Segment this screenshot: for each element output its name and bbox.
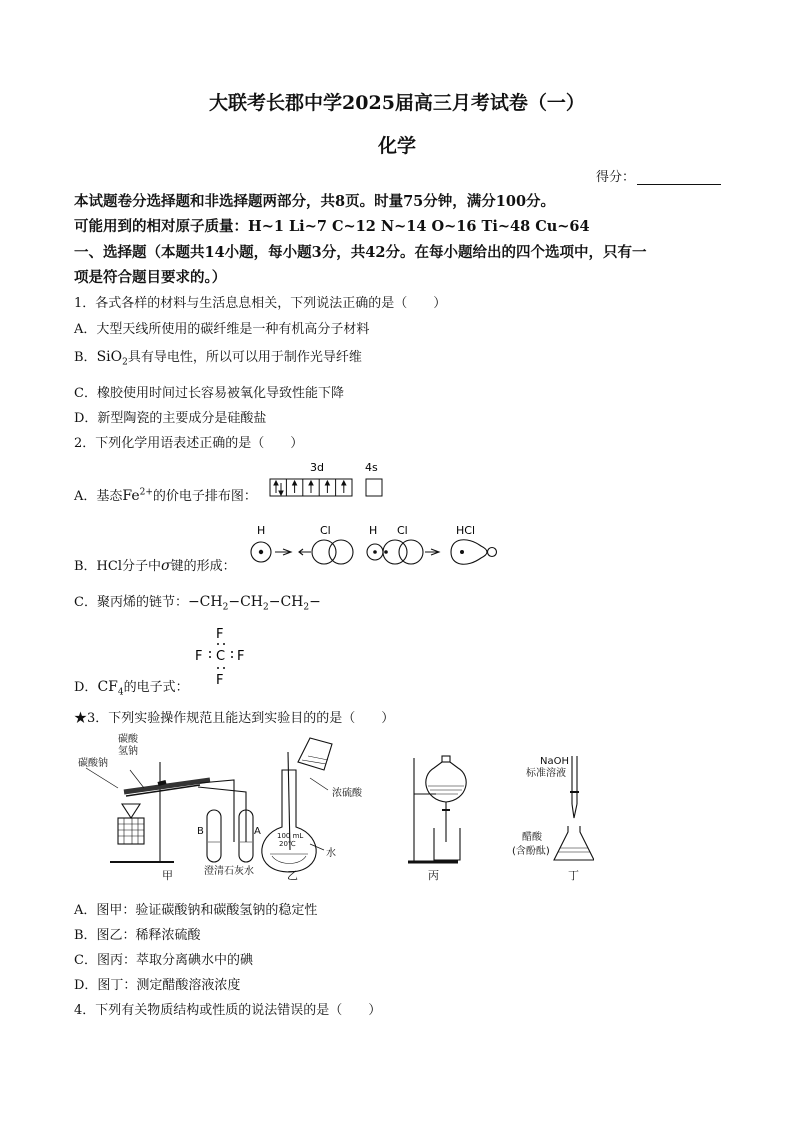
q2-option-a: A．基态$Fe^{2+}$的价电子排布图： bbox=[74, 487, 257, 504]
q3-option-b: B．图乙：稀释浓硫酸 bbox=[74, 928, 201, 943]
q3-option-d: D．图丁：测定醋酸溶液浓度 bbox=[74, 978, 241, 993]
svg-text:澄清石灰水: 澄清石灰水 bbox=[204, 866, 254, 877]
svg-text:C: C bbox=[216, 649, 226, 664]
q2-option-d: D．$CF_4$的电子式： bbox=[74, 679, 189, 698]
paper-subject: 化学 bbox=[377, 135, 416, 157]
svg-text:浓硫酸: 浓硫酸 bbox=[332, 788, 362, 799]
q3-option-c: C．图丙：萃取分离碘水中的碘 bbox=[74, 953, 253, 968]
svg-text:NaOH: NaOH bbox=[540, 756, 569, 767]
svg-text:B: B bbox=[197, 826, 204, 837]
svg-text:H: H bbox=[257, 524, 266, 537]
q2-option-b: B．HCl分子中σ键的形成： bbox=[74, 558, 236, 574]
section1-line1: 一、选择题（本题共14小题，每小题3分，共42分。在每小题给出的四个选项中，只有一 bbox=[74, 244, 647, 261]
q1-option-b: B．SiO$_2$具有导电性，所以可以用于制作光导纤维 bbox=[74, 349, 362, 368]
svg-text:甲: 甲 bbox=[162, 869, 173, 882]
score-field bbox=[596, 166, 721, 185]
fe-orbital-diagram bbox=[268, 460, 388, 502]
section1-line2: 项是符合题目要求的。） bbox=[74, 269, 227, 286]
svg-text:A: A bbox=[254, 826, 261, 837]
svg-text:F: F bbox=[216, 627, 224, 642]
svg-text:碳酸: 碳酸 bbox=[118, 734, 138, 745]
svg-text:F: F bbox=[237, 649, 245, 664]
svg-text:F: F bbox=[216, 673, 224, 688]
paper-title: 大联考长郡中学2025届高三月考试卷（一） bbox=[209, 92, 585, 114]
orbital-arrows bbox=[274, 481, 346, 495]
q1-stem: 1．各式各样的材料与生活息息相关，下列说法正确的是（ ） bbox=[74, 296, 447, 311]
svg-text:Cl: Cl bbox=[320, 524, 331, 537]
svg-text:标准溶液: 标准溶液 bbox=[526, 768, 566, 779]
svg-text:Cl: Cl bbox=[397, 524, 408, 537]
svg-text:碳酸钠: 碳酸钠 bbox=[78, 758, 108, 769]
q1-option-d: D．新型陶瓷的主要成分是硅酸盐 bbox=[74, 411, 267, 426]
svg-text:水: 水 bbox=[326, 848, 336, 859]
hcl-sigma-bond-diagram bbox=[245, 522, 505, 570]
q3-stem: ★3．下列实验操作规范且能达到实验目的的是（ ） bbox=[74, 711, 395, 726]
svg-text:HCl: HCl bbox=[456, 524, 476, 537]
svg-text:(含酚酞): (含酚酞) bbox=[512, 846, 550, 857]
intro-line2: 可能用到的相对原子质量：H~1 Li~7 C~12 N~14 O~16 Ti~48 Cu~64 bbox=[74, 218, 590, 235]
q2-option-c: C．聚丙烯的链节：$-CH_2-CH_2-CH_2-$ bbox=[74, 594, 321, 613]
apparatus-jia bbox=[86, 762, 253, 862]
score-label: 得分： bbox=[596, 170, 636, 185]
q1-option-a: A．大型天线所使用的碳纤维是一种有机高分子材料 bbox=[74, 322, 370, 337]
svg-text:氢钠: 氢钠 bbox=[118, 746, 138, 757]
intro-line1: 本试题卷分选择题和非选择题两部分，共8页。时量75分钟，满分100分。 bbox=[74, 193, 556, 210]
svg-text:4s: 4s bbox=[365, 461, 378, 474]
apparatus-bing bbox=[408, 756, 466, 862]
svg-text:H: H bbox=[369, 524, 378, 537]
svg-text:乙: 乙 bbox=[287, 869, 298, 882]
cf4-electron-formula bbox=[192, 624, 254, 690]
svg-text:醋酸: 醋酸 bbox=[522, 832, 542, 843]
svg-text:丙: 丙 bbox=[428, 869, 439, 882]
svg-text:20℃: 20℃ bbox=[279, 840, 296, 848]
score-blank bbox=[637, 172, 721, 185]
svg-text:3d: 3d bbox=[310, 461, 324, 474]
svg-text:丁: 丁 bbox=[568, 869, 579, 882]
svg-text:F: F bbox=[195, 649, 203, 664]
q3-option-a: A．图甲：验证碳酸钠和碳酸氢钠的稳定性 bbox=[74, 903, 318, 918]
q2-stem: 2．下列化学用语表述正确的是（ ） bbox=[74, 436, 304, 451]
q1-option-c: C．橡胶使用时间过长容易被氧化导致性能下降 bbox=[74, 386, 344, 401]
apparatus-yi bbox=[262, 738, 332, 872]
q4-stem: 4．下列有关物质结构或性质的说法错误的是（ ） bbox=[74, 1003, 382, 1018]
q3-apparatus-figure bbox=[74, 732, 594, 892]
svg-text:100 mL: 100 mL bbox=[277, 832, 304, 840]
